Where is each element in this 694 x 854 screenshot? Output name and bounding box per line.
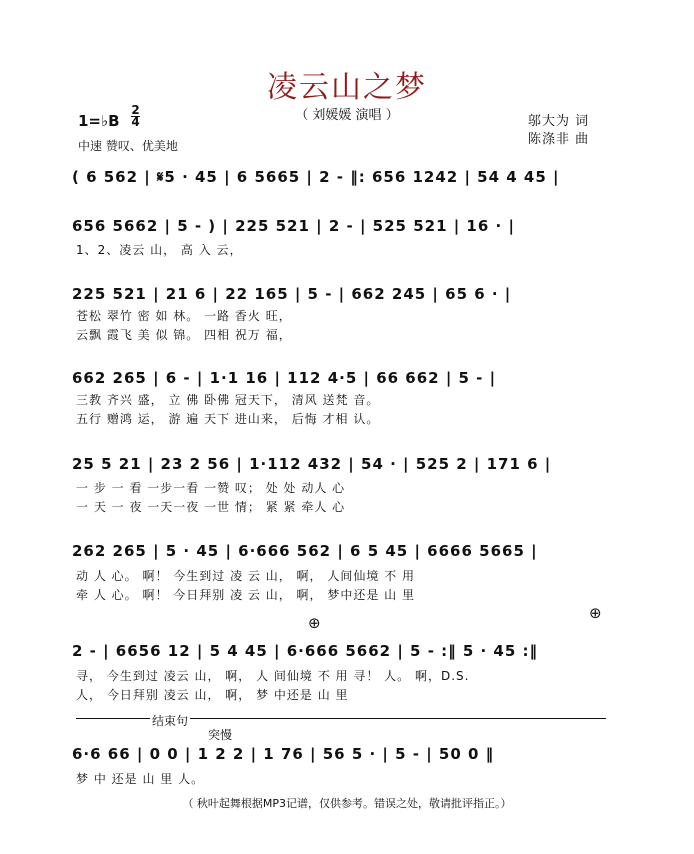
lyric-row-6-verse-2: 牵 人 心。 啊！ 今日拜别 凌 云 山， 啊， 梦中还是 山 里 [76,588,415,602]
notation-row-3: 225 521 | 21 6 | 22 165 | 5 - | 662 245 | 65 6 · | [72,285,512,303]
lyric-row-5-verse-1: 一 步 一 看 一步一看 一赞 叹； 处 处 动人 心 [76,481,346,495]
ending-section-label: 结束句 [152,714,189,728]
coda-sign-upper: ⊕ [589,604,602,622]
lyric-row-4-verse-1: 三教 齐兴 盛， 立 佛 卧佛 冠天下， 清风 送梵 音。 [76,393,380,407]
lyric-row-6-verse-1: 动 人 心。 啊！ 今生到过 凌 云 山， 啊， 人间仙境 不 用 [76,569,415,583]
tempo-marking: 中速 赞叹、优美地 [78,139,178,153]
notation-row-6: 262 265 | 5 · 45 | 6·666 562 | 6 5 45 | 6666 5665 | [72,542,538,560]
transcriber-note: （ 秋叶起舞根据MP3记谱，仅供参考。错误之处，敬请批评指正。） [182,797,512,810]
lyric-row-3-verse-2: 云飘 霞飞 美 似 锦。 四相 祝万 福， [76,328,292,342]
key-signature: 1=♭B [78,112,120,130]
lyric-row-3-verse-1: 苍松 翠竹 密 如 林。 一路 香火 旺， [76,309,292,323]
composer-credit: 陈涤非 曲 [528,132,590,147]
song-title: 凌云山之梦 [267,70,427,105]
notation-row-1: ( 6 562 | 𝄋5 · 45 | 6 5665 | 2 - ‖: 656 1242 | 54 4 45 | [72,168,560,186]
notation-row-7: 2 - | 6656 12 | 5 4 45 | 6·666 5662 | 5 - :‖ 5 · 45 :‖ [72,642,539,660]
time-signature-bottom: 4 [131,115,140,129]
notation-row-2: 656 5662 | 5 - ) | 225 521 | 2 - | 525 521 | 16 · | [72,217,515,235]
notation-row-5: 25 5 21 | 23 2 56 | 1·112 432 | 54 · | 525 2 | 171 6 | [72,455,552,473]
lyric-row-4-verse-2: 五行 赠鸿 运， 游 遍 天下 进山来， 后悔 才相 认。 [76,412,380,426]
time-signature [131,105,140,128]
coda-sign-row-7: ⊕ [308,614,321,632]
singer-credit: （ 刘媛媛 演唱 ） [295,108,399,123]
lyricist-credit: 邬大为 词 [528,114,590,129]
tempo-change-label: 突慢 [208,728,233,742]
lyric-row-7-verse-1: 寻， 今生到过 凌云 山， 啊， 人 间仙境 不 用 寻！ 人。 啊，D.S. [76,669,470,683]
time-signature-top: 2 [131,103,140,117]
lyric-row-8-verse-1: 梦 中 还是 山 里 人。 [76,772,205,786]
lyric-row-7-verse-2: 人， 今日拜别 凌云 山， 啊， 梦 中还是 山 里 [76,688,349,702]
lyric-row-2-verse-1: 1、2、凌云 山， 高 入 云， [76,243,243,257]
notation-row-4: 662 265 | 6 - | 1·1 16 | 112 4·5 | 66 662 | 5 - | [72,369,497,387]
lyric-row-5-verse-2: 一 天 一 夜 一天一夜 一世 情； 紧 紧 牵人 心 [76,500,346,514]
notation-row-8: 6·6 66 | 0 0 | 1 2 2 | 1 76 | 56 5 · | 5 - | 50 0 ‖ [72,745,495,763]
